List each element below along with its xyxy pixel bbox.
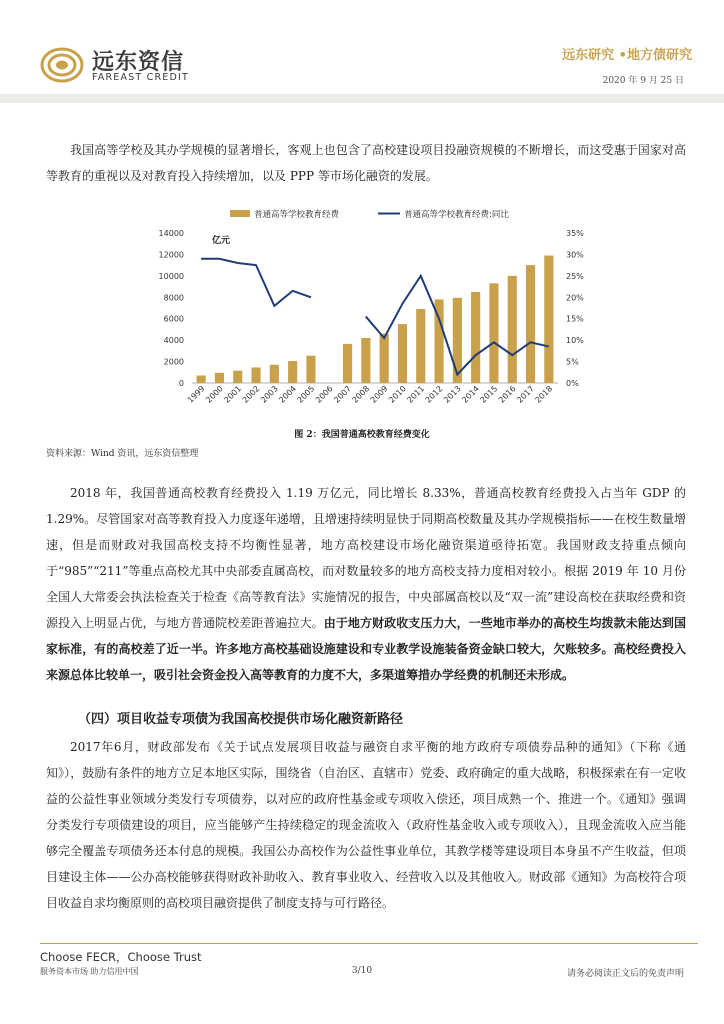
footer-slogan: Choose FECR，Choose Trust <box>40 950 202 964</box>
page-header <box>0 0 724 104</box>
x-tick-label: 2017 <box>515 384 536 405</box>
right-axis-tick-label: 10% <box>566 336 584 346</box>
logo-chinese-name: 远东资信 <box>92 50 185 75</box>
x-tick-label: 2006 <box>313 384 335 405</box>
x-tick-label: 2004 <box>277 384 299 405</box>
bar-2009 <box>380 334 389 383</box>
yoy-line-segment-1 <box>201 259 311 306</box>
funding-text-bold: 由于地方财政收支压力大，一些地市举办的高校生均拨款未能达到国家标准，有的高校差了近一半。许多地方高校基础设施建设和专业教学设施装备资金缺口较大，欠账较多。高校经费投入来源总体比较单一，吸引社会资金投入高等教育的力度不大，多渠道筹措办学经费的机制还未形成。 <box>46 616 686 682</box>
right-axis-tick-label: 30% <box>566 250 584 260</box>
left-axis-tick-label: 0 <box>178 379 184 388</box>
bar-2005 <box>306 356 315 383</box>
bar-1999 <box>197 376 206 384</box>
intro-text: 我国高等学校及其办学规模的显著增长，客观上也包含了高校建设项目投融资规模的不断增长，而这受惠于国家对高等教育的重视以及对教育投入持续增加，以及 PPP 等市场化融资的发展。 <box>46 143 686 183</box>
education-funding-chart <box>150 200 584 430</box>
x-tick-label: 2007 <box>332 384 353 405</box>
legend-line-label: 普通高等学校教育经费:同比 <box>404 210 509 220</box>
bar-2016 <box>508 276 517 383</box>
x-tick-label: 2001 <box>222 384 244 405</box>
right-axis-tick-label: 20% <box>566 293 584 303</box>
chart-caption: 图 2：我国普通高校教育经费变化 <box>294 430 430 440</box>
bar-2001 <box>233 371 242 383</box>
left-axis-tick-label: 8000 <box>163 293 184 303</box>
x-tick-label: 2005 <box>295 384 317 405</box>
bar-2014 <box>471 292 480 383</box>
bar-2018 <box>544 256 553 384</box>
bar-2011 <box>416 309 425 383</box>
bar-2000 <box>215 373 224 383</box>
section-title: （四）项目收益专项债为我国高校提供市场化融资新路径 <box>78 712 404 727</box>
fareast-logo-icon <box>40 46 84 84</box>
bar-2015 <box>489 283 498 383</box>
funding-text <box>46 480 686 688</box>
bar-2017 <box>526 265 535 383</box>
x-tick-label: 2014 <box>460 384 482 405</box>
footer-divider <box>40 943 698 944</box>
left-axis-tick-label: 12000 <box>158 250 184 260</box>
unit-label: 亿元 <box>212 236 231 246</box>
legend-bar-swatch <box>230 210 250 217</box>
funding-text-normal: 2018 年，我国普通高校教育经费投入 1.19 万亿元，同比增长 8.33%，普通高校教育经费投入占当年 GDP 的 1.29%。尽管国家对高等教育投入力度逐年递增，且增速持续明显快于同期高校数量及其办学规模指标——在校生数量增速，但是而财政对我国高校支持不均衡性显著，地方高校建设市场化融资渠道亟待拓宽。我国财政支持重点倾向于“985”“211”等重点高校尤其中央部委直属高校，而对数量较多的地方高校支持力度相对较小。根据 2019 年 10 月份全国人大常委会执法检查关于检查《高等教育法》实施情况的报告，中央部属高校以及“双一流”建设高校在获取经费和资源投入上明显占优，与地方普通院校差距普遍拉大。 <box>46 486 686 630</box>
chart-svg <box>150 200 584 430</box>
x-tick-label: 2002 <box>240 384 262 405</box>
left-axis-tick-label: 6000 <box>163 314 184 324</box>
x-tick-label: 2011 <box>405 384 427 405</box>
footer-tagline: 服务资本市场 助力信用中国 <box>40 967 139 976</box>
left-axis-tick-label: 14000 <box>158 229 184 238</box>
page-number: 3/10 <box>351 966 373 976</box>
right-axis-tick-label: 0% <box>566 379 579 388</box>
funding-paragraph <box>46 480 686 688</box>
right-axis-tick-label: 35% <box>566 229 584 238</box>
logo-english-name: FAREAST CREDIT <box>92 72 190 83</box>
left-axis-tick-label: 4000 <box>163 336 184 346</box>
bar-2003 <box>270 365 279 383</box>
x-tick-label: 2009 <box>368 384 390 405</box>
special-bond-text: 2017年6月，财政部发布《关于试点发展项目收益与融资自求平衡的地方政府专项债券品种的通知》（下称《通知》），鼓励有条件的地方立足本地区实际，围绕省（自治区、直辖市）党委、政府确定的重大战略，积极探索在有一定收益的公益性事业领域分类发行专项债券，以对应的政府性基金或专项收入偿还，项目成熟一个、推进一个。《通知》强调分类发行专项债建设的项目，应当能够产生持续稳定的现金流收入（政府性基金收入或专项收入），且现金流收入应当能够完全覆盖专项债务还本付息的规模。我国公办高校作为公益性事业单位，其教学楼等建设项目本身虽不产生收益，但项目建设主体——公办高校能够获得财政补助收入、教育事业收入、经营收入以及其他收入。财政部《通知》为高校符合项目收益自求均衡原则的高校项目融资提供了制度支持与可行路径。 <box>46 740 686 910</box>
x-tick-label: 2003 <box>259 384 280 405</box>
x-tick-label: 2012 <box>423 384 445 405</box>
x-tick-label: 1999 <box>185 384 207 405</box>
intro-paragraph <box>46 137 686 189</box>
left-axis-tick-label: 2000 <box>163 357 184 367</box>
legend-bar-label: 普通高等学校教育经费 <box>254 210 340 220</box>
right-axis-tick-label: 5% <box>566 357 579 367</box>
disclaimer-note: 请务必阅读正文后的免责声明 <box>566 969 684 979</box>
left-axis-tick-label: 10000 <box>158 271 184 281</box>
bar-2008 <box>361 338 370 383</box>
report-series: 远东研究 •地方债研究 <box>562 48 692 63</box>
x-tick-label: 2008 <box>350 384 372 405</box>
bar-2004 <box>288 361 297 383</box>
x-tick-label: 2016 <box>496 384 518 405</box>
chart-source: 资料来源：Wind 资讯，远东资信整理 <box>46 449 199 459</box>
bar-2010 <box>398 324 407 383</box>
x-tick-label: 2010 <box>387 384 408 405</box>
x-tick-label: 2000 <box>204 384 225 405</box>
bar-2007 <box>343 344 352 383</box>
right-axis-tick-label: 15% <box>566 314 584 324</box>
x-tick-label: 2018 <box>533 384 555 405</box>
special-bond-paragraph <box>46 734 686 916</box>
bar-2002 <box>251 367 260 383</box>
x-tick-label: 2013 <box>442 384 463 405</box>
x-tick-label: 2015 <box>478 384 500 405</box>
right-axis-tick-label: 25% <box>566 271 584 281</box>
report-date: 2020 年 9 月 25 日 <box>602 76 684 86</box>
header-divider <box>0 94 724 103</box>
